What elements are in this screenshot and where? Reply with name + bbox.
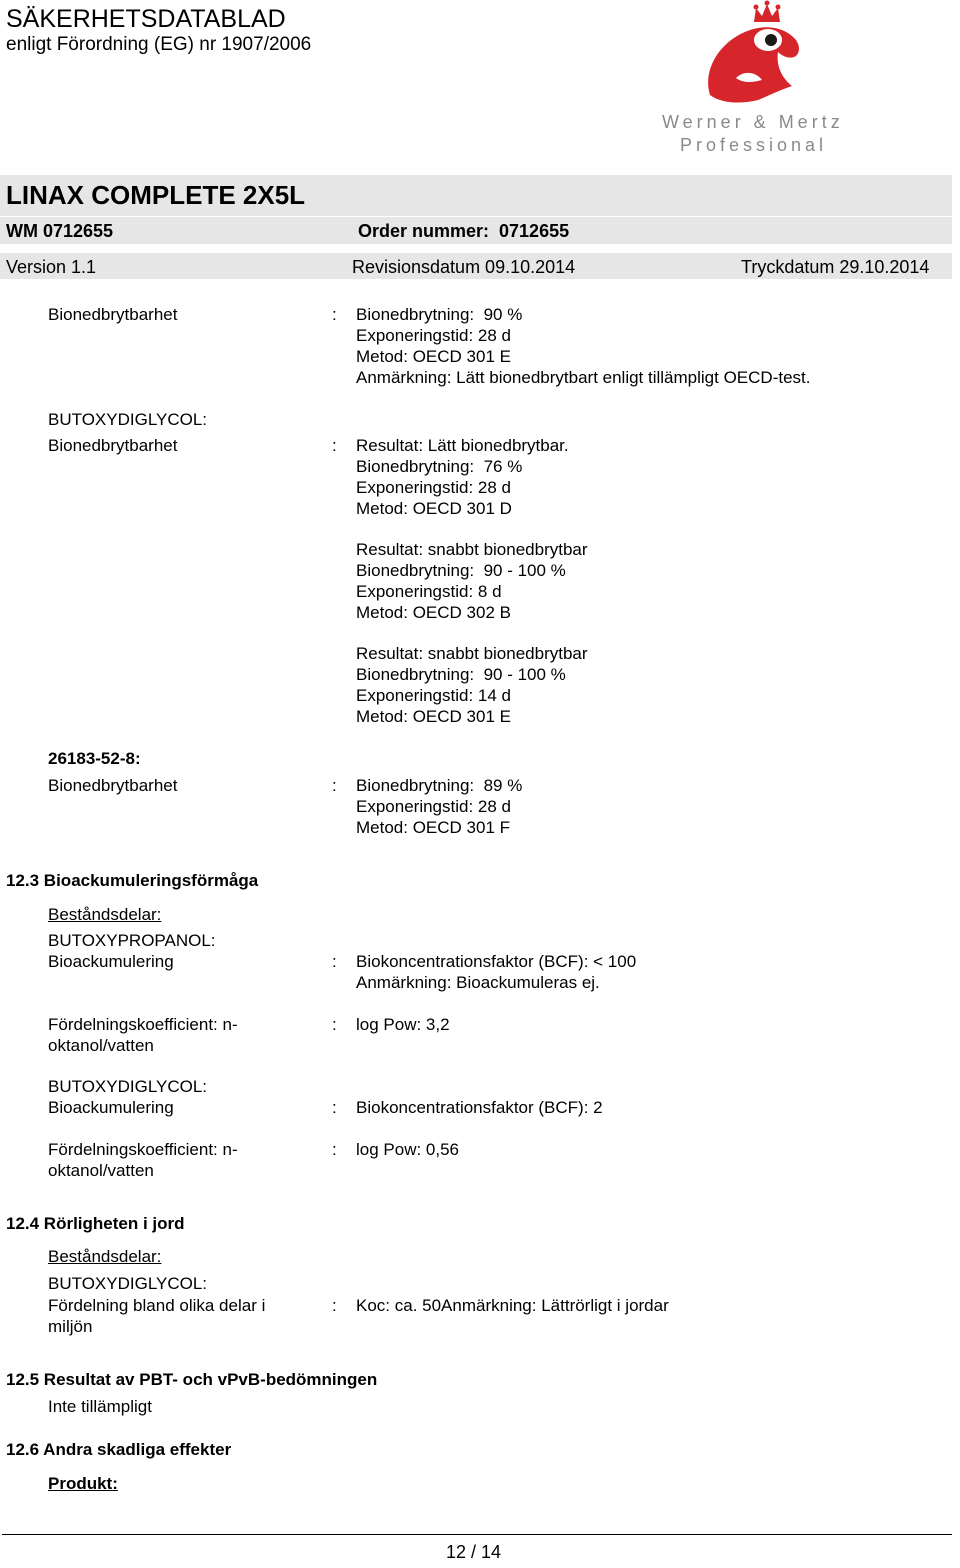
colon: :	[332, 436, 337, 455]
bioaccumulation-label: Bioackumulering	[48, 952, 174, 971]
order-bar	[0, 217, 952, 244]
partition-coefficient-label: oktanol/vatten	[48, 1036, 154, 1055]
component-heading: BUTOXYDIGLYCOL:	[48, 1274, 208, 1293]
product-name-bar	[0, 175, 952, 216]
value-line: Anmärkning: Bioackumuleras ej.	[356, 973, 600, 992]
value-line: Metod: OECD 302 B	[356, 603, 511, 622]
revision-date: Revisionsdatum 09.10.2014	[352, 257, 576, 277]
value-line: Exponeringstid: 28 d	[356, 478, 511, 497]
product-name: LINAX COMPLETE 2X5L	[6, 180, 306, 210]
colon: :	[332, 776, 337, 795]
value-line: Resultat: Lätt bionedbrytbar.	[356, 436, 569, 455]
components-label: Beståndsdelar:	[48, 905, 162, 924]
value-line: Resultat: snabbt bionedbrytbar	[356, 540, 588, 559]
frog-crown-logo-icon	[650, 0, 860, 110]
page-number: 12 / 14	[446, 1542, 502, 1562]
doc-title: SÄKERHETSDATABLAD	[6, 5, 286, 33]
biodegradability-label: Bionedbrytbarhet	[48, 436, 178, 455]
colon: :	[332, 1296, 337, 1315]
value-line: Koc: ca. 50Anmärkning: Lättrörligt i jordar	[356, 1296, 669, 1315]
frog-icon	[708, 27, 799, 102]
component-heading: BUTOXYDIGLYCOL:	[48, 1077, 208, 1096]
section-heading-12-6: 12.6 Andra skadliga effekter	[6, 1440, 232, 1459]
section-heading-12-5: 12.5 Resultat av PBT- och vPvB-bedömningen	[6, 1370, 378, 1389]
version-bar	[0, 253, 952, 279]
value-line: Metod: OECD 301 E	[356, 707, 511, 726]
colon: :	[332, 952, 337, 971]
biodegradability-label: Bionedbrytbarhet	[48, 305, 178, 324]
value-line: Metod: OECD 301 F	[356, 818, 511, 837]
print-date: Tryckdatum 29.10.2014	[741, 257, 930, 277]
value-line: Exponeringstid: 14 d	[356, 686, 511, 705]
value-line: Exponeringstid: 28 d	[356, 326, 511, 345]
regulation-line: enligt Förordning (EG) nr 1907/2006	[6, 34, 312, 55]
distribution-label: Fördelning bland olika delar i	[48, 1296, 266, 1315]
cas-heading: 26183-52-8:	[48, 749, 141, 768]
brand-line-2: Professional	[680, 135, 828, 155]
bioaccumulation-label: Bioackumulering	[48, 1098, 174, 1117]
component-heading: BUTOXYDIGLYCOL:	[48, 410, 208, 429]
footer-rule	[2, 1534, 952, 1535]
value-line: log Pow: 3,2	[356, 1015, 450, 1034]
partition-coefficient-label: Fördelningskoefficient: n-	[48, 1015, 238, 1034]
colon: :	[332, 1015, 337, 1034]
brand-line-1: Werner & Mertz	[662, 112, 844, 132]
value-line: Bionedbrytning: 90 %	[356, 305, 523, 324]
value-line: Bionedbrytning: 90 - 100 %	[356, 665, 566, 684]
colon: :	[332, 1098, 337, 1117]
colon: :	[332, 305, 337, 324]
value-line: Exponeringstid: 8 d	[356, 582, 502, 601]
value-line: Exponeringstid: 28 d	[356, 797, 511, 816]
pbt-result-text: Inte tillämpligt	[48, 1397, 152, 1416]
value-line: Biokoncentrationsfaktor (BCF): < 100	[356, 952, 637, 971]
value-line: Resultat: snabbt bionedbrytbar	[356, 644, 588, 663]
order-number: Order nummer: 0712655	[358, 221, 570, 241]
section-heading-12-4: 12.4 Rörligheten i jord	[6, 1214, 185, 1233]
version: Version 1.1	[6, 257, 97, 277]
value-line: Metod: OECD 301 D	[356, 499, 512, 518]
value-line: Bionedbrytning: 76 %	[356, 457, 523, 476]
value-line: log Pow: 0,56	[356, 1140, 460, 1159]
value-line: Bionedbrytning: 90 - 100 %	[356, 561, 566, 580]
colon: :	[332, 1140, 337, 1159]
value-line: Metod: OECD 301 E	[356, 347, 511, 366]
value-line: Biokoncentrationsfaktor (BCF): 2	[356, 1098, 603, 1117]
wm-number: WM 0712655	[6, 221, 114, 241]
biodegradability-label: Bionedbrytbarhet	[48, 776, 178, 795]
partition-coefficient-label: oktanol/vatten	[48, 1161, 154, 1180]
section-heading-12-3: 12.3 Bioackumuleringsförmåga	[6, 871, 259, 890]
brand-logo	[650, 0, 860, 165]
distribution-label: miljön	[48, 1317, 93, 1336]
value-line: Bionedbrytning: 89 %	[356, 776, 523, 795]
component-heading: BUTOXYPROPANOL:	[48, 931, 216, 950]
product-label: Produkt:	[48, 1474, 118, 1493]
partition-coefficient-label: Fördelningskoefficient: n-	[48, 1140, 238, 1159]
value-line: Anmärkning: Lätt bionedbrytbart enligt tillämpligt OECD-test.	[356, 368, 811, 387]
components-label: Beståndsdelar:	[48, 1247, 162, 1266]
